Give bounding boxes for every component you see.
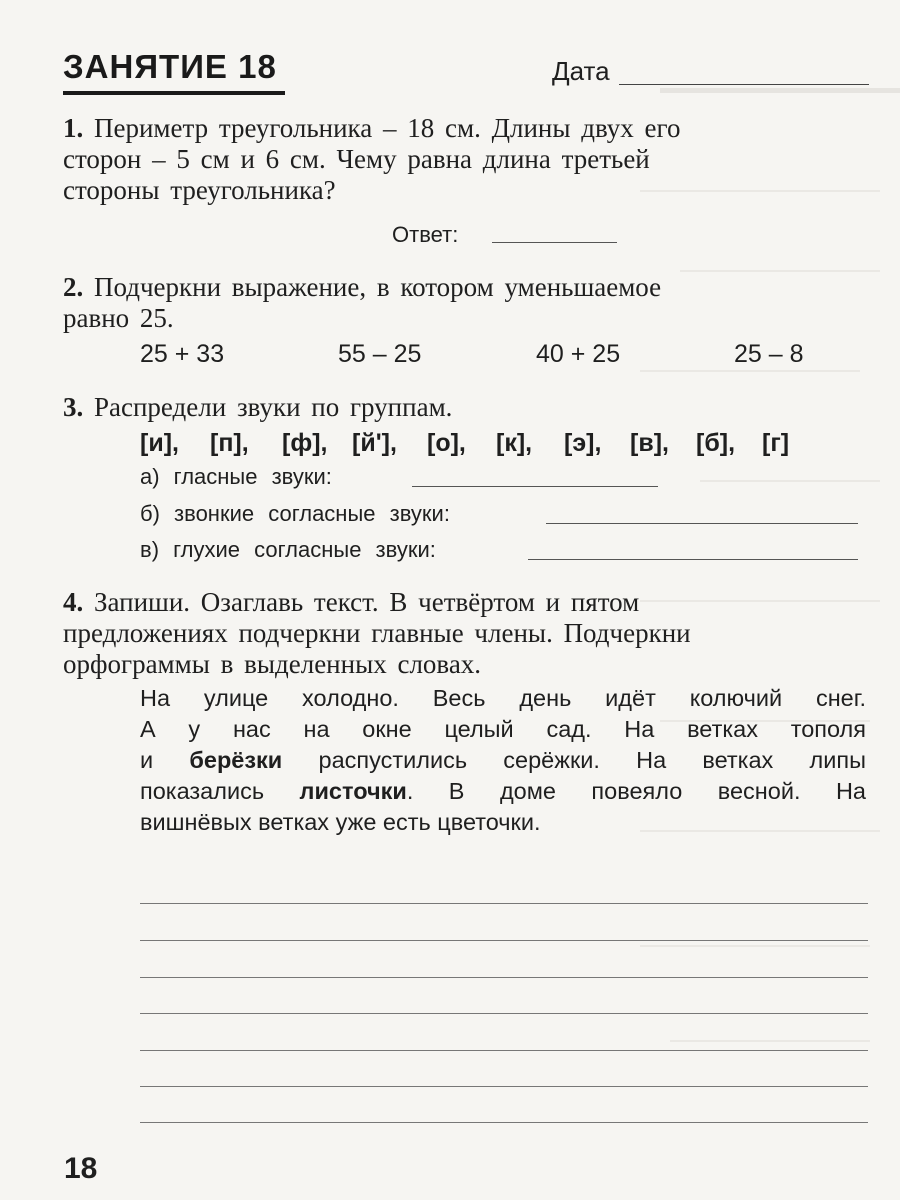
- sound-item: [к],: [496, 429, 533, 457]
- task-3-line-1: 3. Распредели звуки по группам.: [63, 392, 453, 422]
- task-4-line-2: предложениях подчеркни главные члены. Подчеркни: [63, 618, 691, 648]
- task-2-line-1: 2. Подчеркни выражение, в котором уменьшаемое: [63, 272, 662, 302]
- copy-text-line: На улице холодно. Весь день идёт колючий снег.: [140, 685, 866, 711]
- task-2-line-2: равно 25.: [63, 303, 174, 333]
- lesson-title: ЗАНЯТИЕ 18: [63, 48, 277, 85]
- date-field[interactable]: [619, 84, 869, 85]
- expression[interactable]: 55 – 25: [338, 340, 422, 368]
- sound-item: [о],: [427, 429, 466, 457]
- sounds-row: [140, 429, 860, 459]
- highlighted-word: листочки: [299, 778, 407, 804]
- writing-line[interactable]: [140, 1013, 868, 1014]
- vowels-answer-field[interactable]: [412, 486, 658, 487]
- writing-line[interactable]: [140, 1086, 868, 1087]
- voiceless-answer-field[interactable]: [528, 559, 858, 560]
- task-4-line-1: 4. Запиши. Озаглавь текст. В четвёртом и пятом: [63, 587, 640, 617]
- voiced-answer-field[interactable]: [546, 523, 858, 524]
- task-1-line-3: стороны треугольника?: [63, 175, 336, 205]
- writing-line[interactable]: [140, 903, 868, 904]
- task-2-text: [63, 272, 869, 334]
- task-3-text: [63, 392, 869, 423]
- date-label: Дата: [552, 56, 610, 86]
- copy-text-line: вишнёвых ветках уже есть цветочки.: [140, 809, 541, 835]
- copy-text-line: показались листочки. В доме повеяло весной. На: [140, 778, 866, 804]
- sub-item-voiced: б) звонкие согласные звуки:: [140, 501, 450, 526]
- task-1-number: 1.: [63, 113, 84, 143]
- answer-label: Ответ:: [392, 222, 459, 247]
- task-1-line-1: 1. Периметр треугольника – 18 см. Длины двух его: [63, 113, 681, 143]
- page-number: 18: [64, 1152, 98, 1185]
- task-3-number: 3.: [63, 392, 84, 422]
- sound-item: [п],: [210, 429, 249, 457]
- task-2-number: 2.: [63, 272, 84, 302]
- writing-line[interactable]: [140, 940, 868, 941]
- expression[interactable]: 25 + 33: [140, 340, 225, 368]
- task-1-text: [63, 113, 869, 206]
- expression[interactable]: 25 – 8: [734, 340, 804, 368]
- copy-text-line: и берёзки распустились серёжки. На ветках липы: [140, 747, 866, 773]
- title-underline: [63, 91, 285, 95]
- highlighted-word: берёзки: [189, 747, 283, 773]
- sound-item: [и],: [140, 429, 179, 457]
- task-4-line-3: орфограммы в выделенных словах.: [63, 649, 482, 679]
- sub-item-vowels: а) гласные звуки:: [140, 464, 332, 489]
- writing-line[interactable]: [140, 977, 868, 978]
- task-4-number: 4.: [63, 587, 84, 617]
- answer-field[interactable]: [492, 242, 617, 243]
- expressions-row: [140, 340, 860, 370]
- sound-item: [г]: [762, 429, 790, 457]
- page-header: [63, 48, 873, 98]
- sound-item: [э],: [564, 429, 602, 457]
- task-1-line-2: сторон – 5 см и 6 см. Чему равна длина третьей: [63, 144, 650, 174]
- task-4-text: [63, 587, 869, 680]
- writing-line[interactable]: [140, 1122, 868, 1123]
- copy-text-line: А у нас на окне целый сад. На ветках тополя: [140, 716, 866, 742]
- sound-item: [ф],: [282, 429, 328, 457]
- sound-item: [й'],: [352, 429, 397, 457]
- copy-text: [140, 683, 866, 838]
- sub-item-voiceless: в) глухие согласные звуки:: [140, 537, 436, 562]
- expression[interactable]: 40 + 25: [536, 340, 621, 368]
- sound-item: [б],: [696, 429, 736, 457]
- writing-line[interactable]: [140, 1050, 868, 1051]
- sound-item: [в],: [630, 429, 669, 457]
